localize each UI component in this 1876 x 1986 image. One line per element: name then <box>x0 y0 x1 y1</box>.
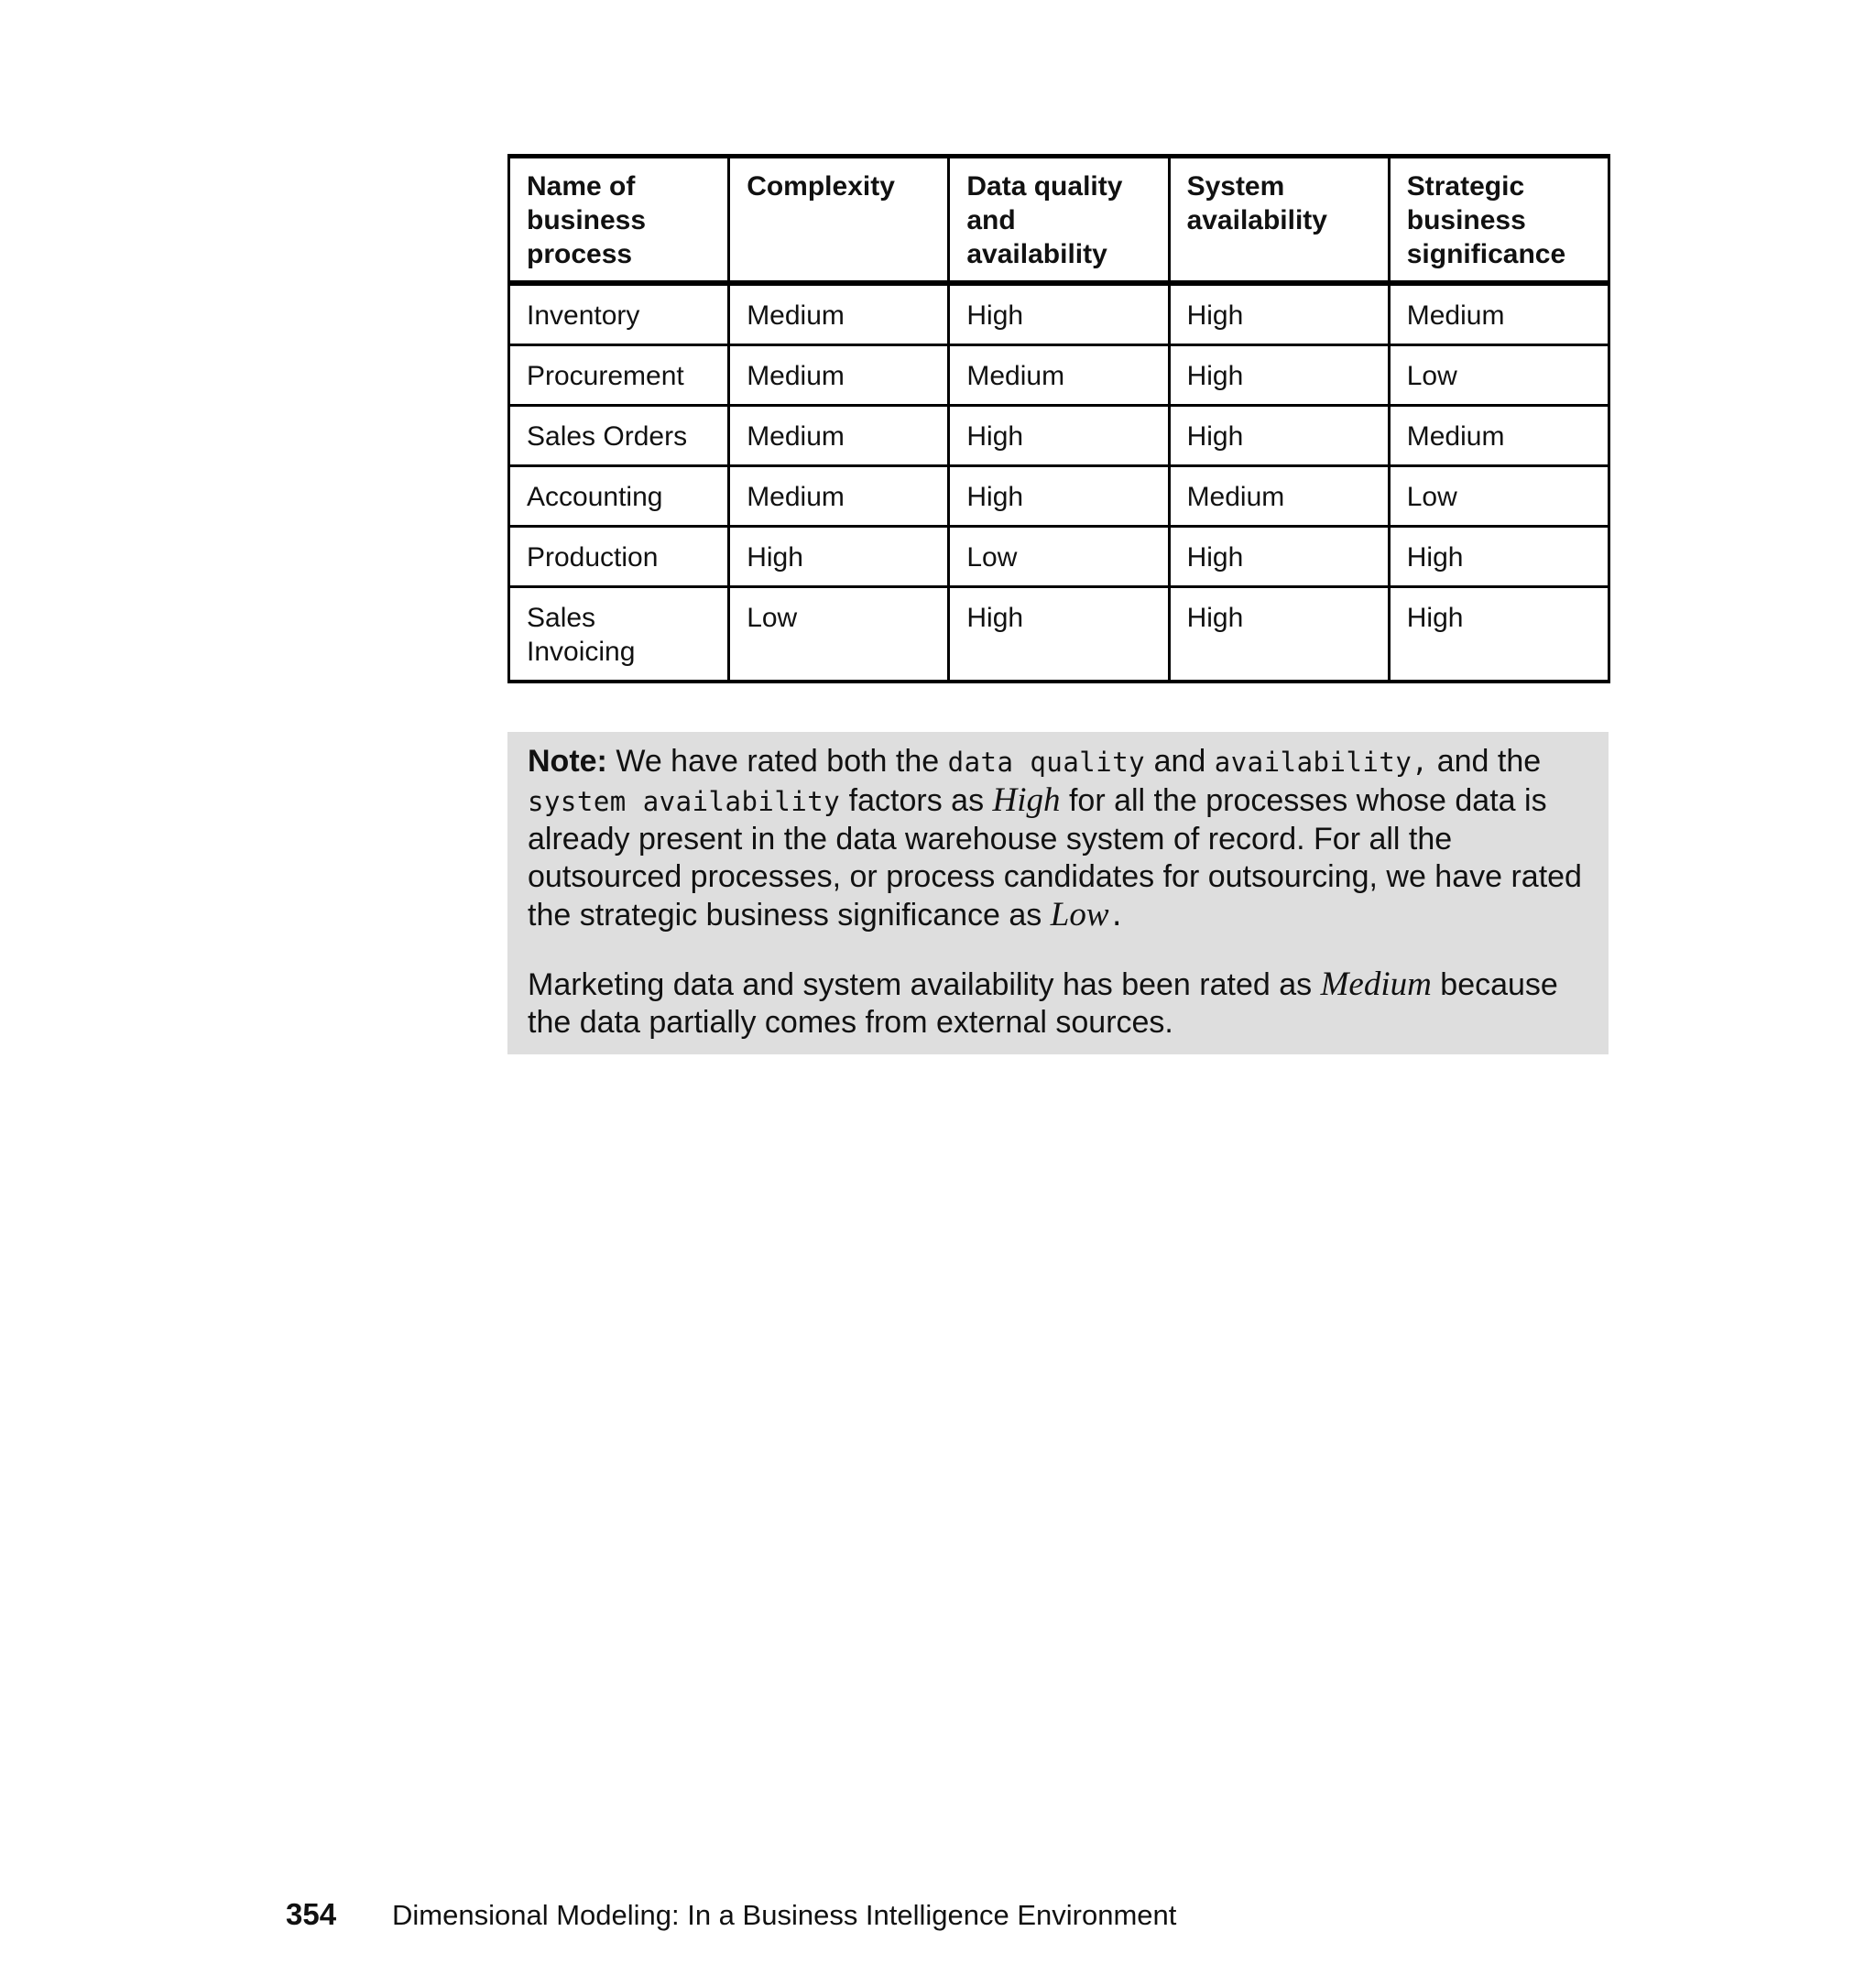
note-text: Marketing data and system availability has been rated as <box>528 967 1321 1002</box>
note-italic-term: Medium <box>1320 966 1432 1003</box>
note-text: and the <box>1428 744 1542 779</box>
table-cell: Medium <box>729 466 949 527</box>
note-lead: Note: <box>528 744 607 779</box>
table-cell: Medium <box>1389 406 1609 466</box>
table-cell: High <box>1389 527 1609 587</box>
table-cell: Sales Orders <box>509 406 729 466</box>
table-cell: High <box>1169 587 1389 682</box>
note-box <box>507 732 1609 1054</box>
table-row <box>509 527 1609 587</box>
note-text: factors as <box>840 783 993 818</box>
note-italic-term: High <box>992 781 1061 819</box>
table-cell: High <box>949 283 1169 345</box>
table-cell: High <box>1169 527 1389 587</box>
note-italic-term: Low <box>1050 896 1109 933</box>
table-cell: Low <box>949 527 1169 587</box>
table-cell: High <box>949 406 1169 466</box>
table-cell: High <box>729 527 949 587</box>
table-cell: Accounting <box>509 466 729 527</box>
header-process-name: Name of business process <box>509 157 729 284</box>
table-cell: High <box>1389 587 1609 682</box>
table-cell: High <box>1169 345 1389 406</box>
table-cell: Medium <box>1169 466 1389 527</box>
table-cell: Medium <box>729 406 949 466</box>
table-cell: High <box>1169 283 1389 345</box>
table-cell: High <box>1169 406 1389 466</box>
note-text: because the data partially comes from external sources. <box>528 967 1558 1040</box>
note-text: . <box>1108 900 1126 932</box>
note-code-term: data quality <box>947 747 1146 778</box>
table-row <box>509 406 1609 466</box>
table-cell: High <box>949 466 1169 527</box>
table-row <box>509 587 1609 682</box>
table-cell: Low <box>1389 466 1609 527</box>
table-header-row <box>509 157 1609 284</box>
note-code-term: availability, <box>1214 747 1429 778</box>
table-cell: Medium <box>729 283 949 345</box>
header-data-quality: Data quality and availability <box>949 157 1169 284</box>
table-cell: Inventory <box>509 283 729 345</box>
page-number: 354 <box>286 1897 337 1931</box>
note-code-term: system availability <box>528 786 841 817</box>
note-paragraph-2 <box>528 966 1587 1042</box>
table-cell: Medium <box>1389 283 1609 345</box>
note-text: for all the processes whose data is already present in the data warehouse system of record. For all the outsourced processes, or process candidates for outsourcing, we have rated the strategic business significance as <box>528 783 1582 933</box>
table-row <box>509 283 1609 345</box>
book-title: Dimensional Modeling: In a Business Intelligence Environment <box>392 1899 1177 1931</box>
table-row <box>509 466 1609 527</box>
table-cell: Production <box>509 527 729 587</box>
note-text: and <box>1145 744 1215 779</box>
table-cell: Medium <box>729 345 949 406</box>
note-paragraph-1 <box>528 743 1587 935</box>
table-cell: Procurement <box>509 345 729 406</box>
header-strategic-significance: Strategic business significance <box>1389 157 1609 284</box>
table-cell: High <box>949 587 1169 682</box>
business-process-rating-table <box>507 154 1610 683</box>
table-row <box>509 345 1609 406</box>
table-cell: Sales Invoicing <box>509 587 729 682</box>
table-cell: Low <box>1389 345 1609 406</box>
header-system-availability: System availability <box>1169 157 1389 284</box>
page-footer <box>286 1896 1176 1934</box>
table-cell: Medium <box>949 345 1169 406</box>
note-text: We have rated both the <box>606 744 948 779</box>
header-complexity: Complexity <box>729 157 949 284</box>
table-cell: Low <box>729 587 949 682</box>
